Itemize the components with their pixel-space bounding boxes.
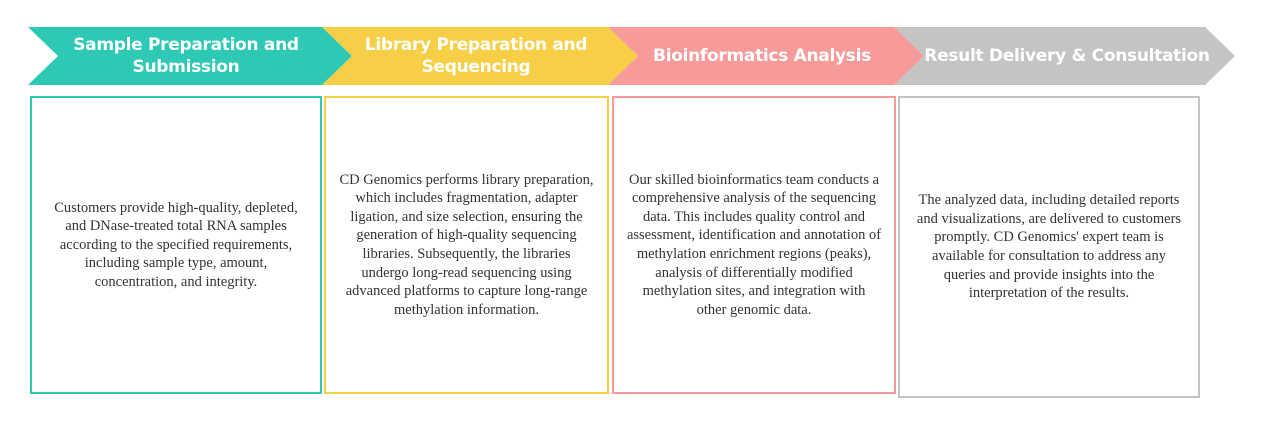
step-box-bioinformatics-analysis	[612, 96, 896, 394]
step-description-library-preparation: CD Genomics performs library preparation, which includes fragmentation, adapter ligation, and size selection, ensuring the generation of high-quality sequencing libraries. Subsequently, the libraries undergo long-read sequencing using advanced platforms to capture long-range methylation information.	[339, 171, 594, 318]
step-title-library-preparation: Library Preparation and Sequencing	[364, 35, 588, 77]
step-description-bioinformatics-analysis: Our skilled bioinformatics team conducts a comprehensive analysis of the sequencing data. This includes quality control and assessment, identification and annotation of methylation enrichment regions (peaks), analysis of differentially modified methylation sites, and integration with other genomic data.	[626, 171, 882, 318]
step-title-bioinformatics-analysis: Bioinformatics Analysis	[653, 46, 871, 66]
step-box-library-preparation	[324, 96, 609, 394]
step-title-result-delivery: Result Delivery & Consultation	[924, 46, 1210, 66]
step-title-sample-preparation: Sample Preparation and Submission	[73, 35, 299, 77]
step-description-sample-preparation: Customers provide high-quality, depleted, and DNase-treated total RNA samples according to the specified requirements, including sample type, amount, concentration, and integrity.	[54, 199, 298, 290]
step-box-result-delivery	[898, 96, 1200, 398]
step-box-sample-preparation	[30, 96, 322, 394]
step-description-result-delivery: The analyzed data, including detailed reports and visualizations, are delivered to customers promptly. CD Genomics' expert team is available for consultation to address any queries and provide insights into the interpretation of the results.	[916, 192, 1182, 302]
